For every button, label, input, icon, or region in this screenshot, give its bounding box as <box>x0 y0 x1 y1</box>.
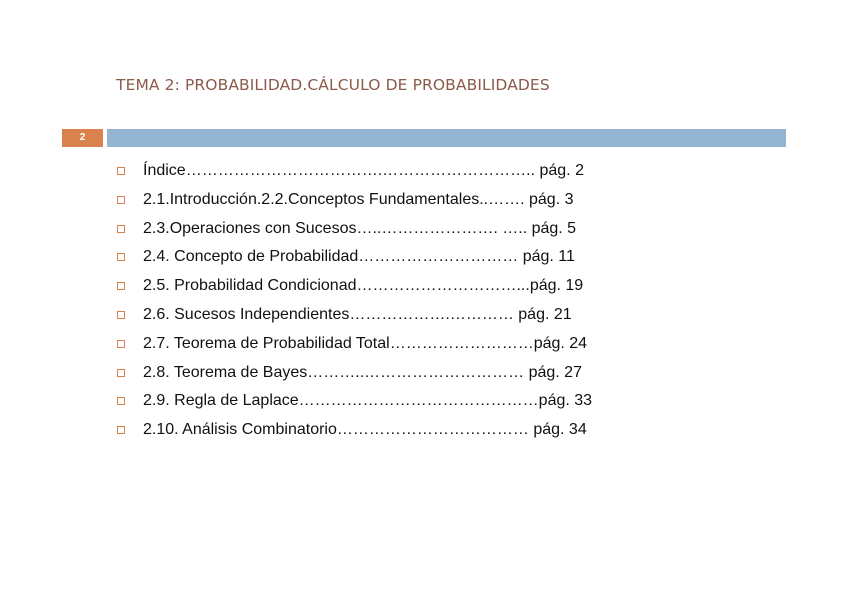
toc-item-text: 2.9. Regla de Laplace………………………………………pág. 33 <box>143 392 593 410</box>
header-bar <box>107 129 786 147</box>
hollow-square-icon <box>117 426 125 434</box>
toc-item-text: 2.8. Teorema de Bayes………..………………………… pág. 27 <box>143 363 582 381</box>
hollow-square-icon <box>117 397 125 405</box>
toc-item-text: Índice……………………………….……………………….. pág. 2 <box>143 162 584 179</box>
hollow-square-icon <box>117 340 125 348</box>
toc-item-text: 2.10. Análisis Combinatorio……………………………… pág. 34 <box>143 421 587 439</box>
slide-title: TEMA 2: PROBABILIDAD.CÁLCULO DE PROBABILIDADES <box>116 76 550 94</box>
page-number-badge: 2 <box>62 129 103 147</box>
toc-item-text: 2.6. Sucesos Independientes……………….………… pág. 21 <box>143 305 572 323</box>
toc-item-text: 2.5. Probabilidad Condicionad…………………………...pág. 19 <box>143 277 584 295</box>
toc-item-text: 2.7. Teorema de Probabilidad Total………………………pág. 24 <box>143 334 588 352</box>
hollow-square-icon <box>117 196 125 204</box>
hollow-square-icon <box>117 167 125 175</box>
hollow-square-icon <box>117 253 125 261</box>
toc-item-text: 2.1.Introducción.2.2.Conceptos Fundamentales..……. pág. 3 <box>143 190 574 208</box>
hollow-square-icon <box>117 225 125 233</box>
hollow-square-icon <box>117 369 125 377</box>
toc-item-text: 2.3.Operaciones con Sucesos…..…………………. ….. pág. 5 <box>143 219 577 237</box>
toc-item-text: 2.4. Concepto de Probabilidad………………………… pág. 11 <box>143 248 575 266</box>
hollow-square-icon <box>117 282 125 290</box>
hollow-square-icon <box>117 311 125 319</box>
